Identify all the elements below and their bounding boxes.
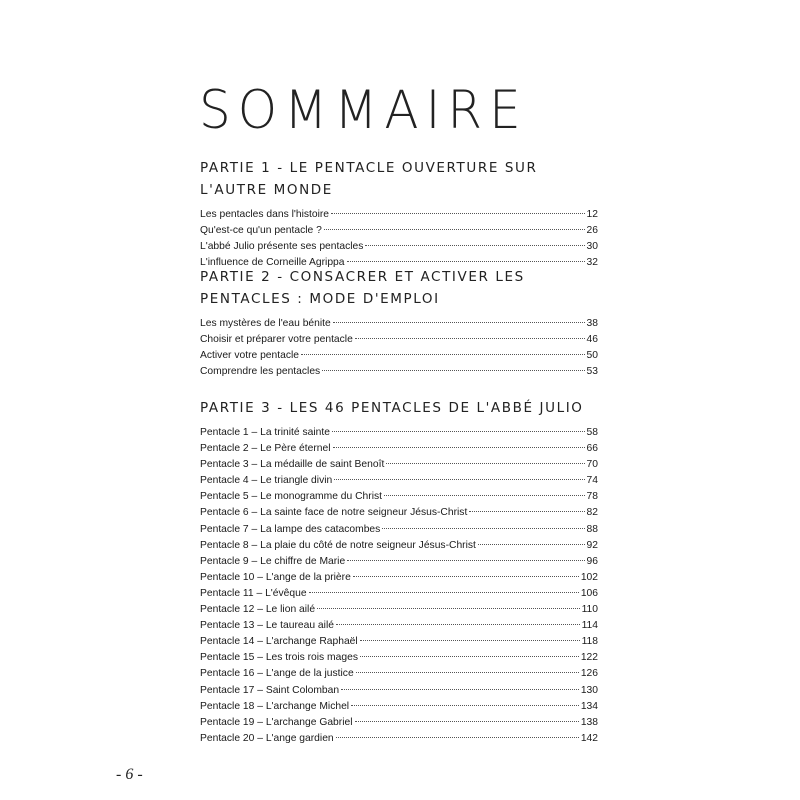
toc-entry-label: Pentacle 18 – L'archange Michel <box>200 700 350 712</box>
toc-entry-page-number: 96 <box>586 555 598 567</box>
toc-entry <box>200 683 598 699</box>
toc-entry-label: Pentacle 10 – L'ange de la prière <box>200 571 351 583</box>
dot-leader <box>360 656 579 657</box>
toc-entry-page-number: 122 <box>580 652 598 664</box>
toc-entry-label: Les pentacles dans l'histoire <box>200 209 330 220</box>
toc-entry <box>200 239 598 255</box>
toc-entry <box>200 457 598 473</box>
section-title: PARTIE 3 - LES 46 PENTACLES DE L'ABBÉ JULIO <box>200 400 584 416</box>
toc-entry-page-number: 130 <box>580 684 598 696</box>
toc-entry-page-number: 88 <box>586 523 598 535</box>
toc-entry-label: Pentacle 12 – Le lion ailé <box>200 604 316 616</box>
toc-entry <box>200 207 598 223</box>
toc-entry-page-number: 118 <box>581 636 598 648</box>
dot-leader <box>301 354 585 355</box>
dot-leader <box>347 560 584 561</box>
toc-entry <box>200 731 598 747</box>
toc-entry-page-number: 78 <box>586 491 598 503</box>
toc-entry <box>200 666 598 682</box>
toc-entry <box>200 538 598 554</box>
dot-leader <box>309 592 579 593</box>
toc-entry-page-number: 26 <box>586 225 598 237</box>
toc-entry-label: Comprendre les pentacles <box>200 366 321 378</box>
toc-entry <box>200 505 598 521</box>
toc-entry-page-number: 70 <box>586 459 598 471</box>
toc-section-partie-1 <box>200 157 598 271</box>
toc-entry <box>200 332 598 348</box>
toc-entry-label: Pentacle 6 – La sainte face de notre seigneur Jésus-Christ <box>200 507 468 519</box>
toc-entry <box>200 223 598 239</box>
toc-entry-label: Pentacle 19 – L'archange Gabriel <box>200 716 353 728</box>
dot-leader <box>382 528 584 529</box>
page-title: SOMMAIRE <box>199 79 528 141</box>
toc-entry <box>200 586 598 602</box>
toc-entry <box>200 425 598 441</box>
toc-entry-label: Pentacle 13 – Le taureau ailé <box>200 620 334 632</box>
toc-entry-label: Pentacle 8 – La plaie du côté de notre seigneur Jésus-Christ <box>200 539 476 551</box>
dot-leader <box>478 544 585 545</box>
section-title: PARTIE 1 - LE PENTACLE OUVERTURE SUR L'AUTRE MONDE <box>200 160 538 198</box>
toc-entry-page-number: 58 <box>586 427 598 438</box>
toc-entry-label: Pentacle 20 – L'ange gardien <box>200 732 334 744</box>
toc-entry <box>200 618 598 634</box>
toc-entry-label: Pentacle 2 – Le Père éternel <box>200 443 331 455</box>
toc-entry-page-number: 50 <box>586 350 598 362</box>
dot-leader <box>333 322 585 323</box>
toc-entry-label: Choisir et préparer votre pentacle <box>200 334 353 346</box>
toc-entry-page-number: 30 <box>586 241 598 253</box>
toc-entry-label: Pentacle 5 – Le monogramme du Christ <box>200 491 383 503</box>
toc-entry-page-number: 32 <box>586 257 598 269</box>
dot-leader <box>336 624 580 625</box>
toc-entry-page-number: 38 <box>586 318 598 329</box>
toc-entry <box>200 570 598 586</box>
dot-leader <box>324 229 585 230</box>
toc-entry <box>200 473 598 489</box>
toc-entry-page-number: 142 <box>580 732 598 744</box>
toc-entry-label: Les mystères de l'eau bénite <box>200 318 331 329</box>
toc-entry-label: Qu'est-ce qu'un pentacle ? <box>200 225 322 237</box>
toc-entry <box>200 715 598 731</box>
toc-entry-page-number: 114 <box>581 620 598 632</box>
toc-entry-label: Pentacle 14 – L'archange Raphaël <box>200 636 358 648</box>
dot-leader <box>351 705 579 706</box>
toc-entry <box>200 699 598 715</box>
toc-entry-label: Pentacle 4 – Le triangle divin <box>200 475 333 487</box>
dot-leader <box>347 261 585 262</box>
toc-entry-label: L'influence de Corneille Agrippa <box>200 257 345 269</box>
dot-leader <box>360 640 580 641</box>
dot-leader <box>333 447 585 448</box>
toc-entry-page-number: 82 <box>586 507 598 519</box>
toc-entry-label: Activer votre pentacle <box>200 350 300 362</box>
toc-entry-page-number: 12 <box>586 209 598 220</box>
toc-entry-page-number: 74 <box>586 475 598 487</box>
dot-leader <box>355 721 579 722</box>
toc-entry-label: Pentacle 16 – L'ange de la justice <box>200 668 354 680</box>
toc-entry-page-number: 66 <box>586 443 598 455</box>
dot-leader <box>341 689 579 690</box>
dot-leader <box>317 608 580 609</box>
dot-leader <box>332 431 585 432</box>
toc-entry <box>200 554 598 570</box>
toc-entry-page-number: 92 <box>586 539 598 551</box>
toc-entry <box>200 316 598 332</box>
toc-entry-page-number: 102 <box>580 571 598 583</box>
toc-entry-page-number: 106 <box>580 587 598 599</box>
toc-list <box>200 207 598 271</box>
toc-entry-label: Pentacle 3 – La médaille de saint Benoît <box>200 459 385 471</box>
toc-entry-page-number: 110 <box>581 604 598 616</box>
toc-list <box>200 316 598 380</box>
toc-entry <box>200 602 598 618</box>
dot-leader <box>365 245 584 246</box>
toc-entry <box>200 364 598 380</box>
toc-list <box>200 425 598 747</box>
toc-entry-page-number: 134 <box>580 700 598 712</box>
dot-leader <box>386 463 584 464</box>
dot-leader <box>469 511 584 512</box>
toc-entry-label: Pentacle 9 – Le chiffre de Marie <box>200 555 346 567</box>
toc-entry <box>200 348 598 364</box>
section-title: PARTIE 2 - CONSACRER ET ACTIVER LES PENTACLES : MODE D'EMPLOI <box>200 269 525 307</box>
toc-entry <box>200 489 598 505</box>
dot-leader <box>334 479 584 480</box>
toc-entry-label: Pentacle 7 – La lampe des catacombes <box>200 523 381 535</box>
dot-leader <box>322 370 584 371</box>
toc-entry <box>200 441 598 457</box>
toc-entry-label: L'abbé Julio présente ses pentacles <box>200 241 364 253</box>
toc-entry-page-number: 46 <box>586 334 598 346</box>
toc-entry-label: Pentacle 17 – Saint Colomban <box>200 684 340 696</box>
toc-entry-label: Pentacle 1 – La trinité sainte <box>200 427 330 438</box>
dot-leader <box>356 672 579 673</box>
toc-entry-label: Pentacle 11 – L'évêque <box>200 587 307 599</box>
toc-section-partie-3 <box>200 397 598 747</box>
toc-entry-page-number: 53 <box>586 366 598 378</box>
toc-entry <box>200 634 598 650</box>
dot-leader <box>384 495 585 496</box>
dot-leader <box>336 737 579 738</box>
toc-entry-page-number: 126 <box>580 668 598 680</box>
dot-leader <box>355 338 585 339</box>
toc-entry <box>200 650 598 666</box>
toc-entry <box>200 522 598 538</box>
page-number: - 6 - <box>116 766 143 783</box>
toc-entry-label: Pentacle 15 – Les trois rois mages <box>200 652 358 664</box>
dot-leader <box>331 213 584 214</box>
toc-section-partie-2 <box>200 266 598 380</box>
dot-leader <box>353 576 579 577</box>
toc-entry-page-number: 138 <box>580 716 598 728</box>
